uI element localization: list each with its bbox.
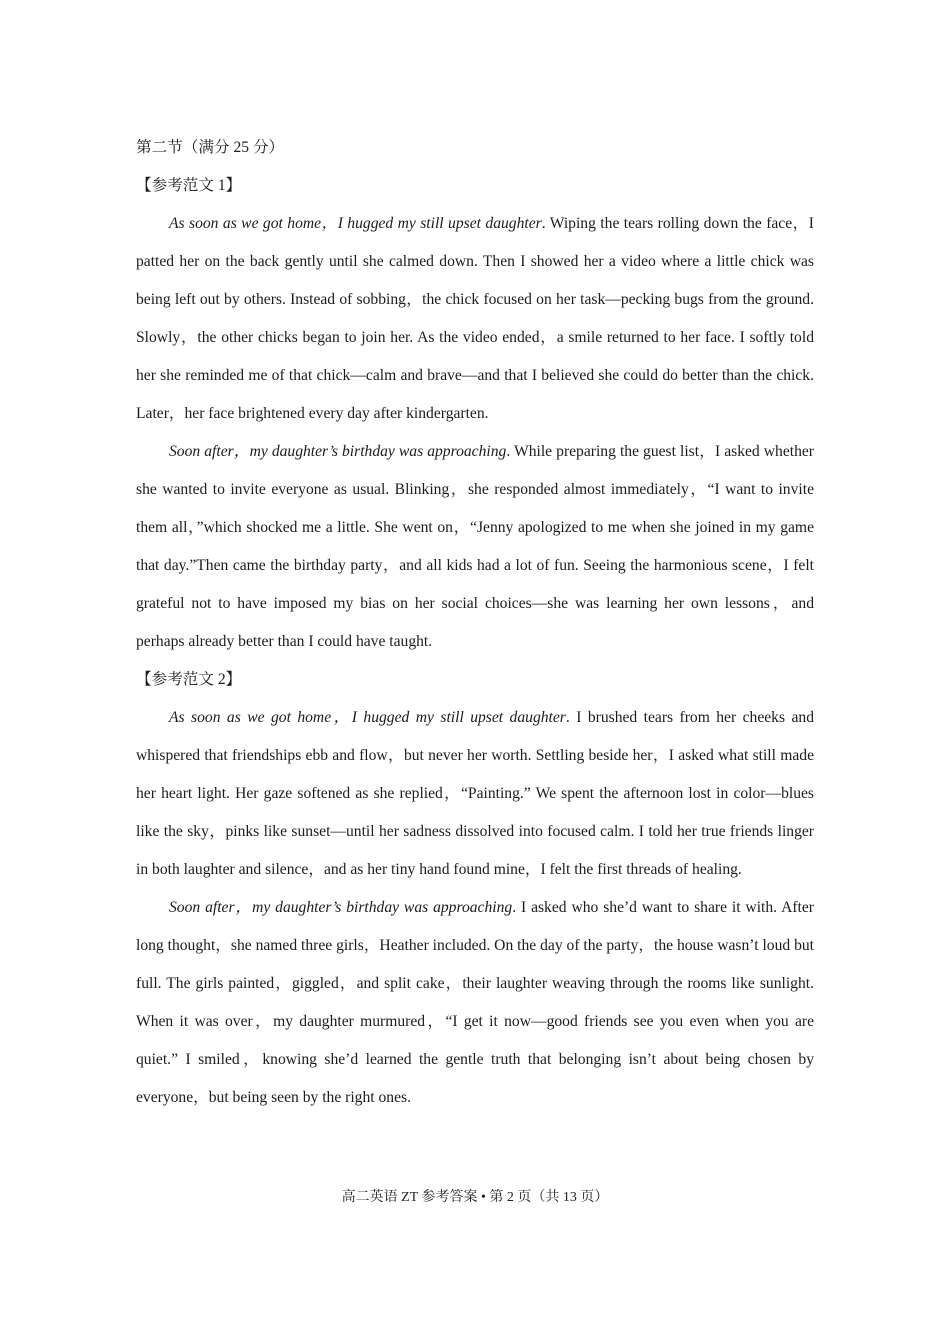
essay-paragraph: [136, 433, 814, 661]
sample-essay-1: [136, 167, 814, 661]
paragraph-text: . While preparing the guest list，I asked whether she wanted to invite everyone as usual. Blinking，she responded almost immediately，“I want to invite them all，”which shocked me a little. She went on，“Jenny apologized to me when she joined in my game that day.”Then came the birthday party，and all kids had a lot of fun. Seeing the harmonious scene，I felt grateful not to have imposed my bias on her social choices—she was learning her own lessons，and perhaps already better than I could have taught.: [136, 443, 814, 650]
essay-paragraph: [136, 699, 814, 889]
sample-heading: 【参考范文 2】: [136, 671, 242, 688]
given-opening-sentence: Soon after，my daughter’s birthday was approaching: [169, 443, 507, 460]
given-opening-sentence: Soon after，my daughter’s birthday was approaching: [169, 899, 513, 916]
essay-paragraph: [136, 889, 814, 1117]
section-title: 第二节（满分 25 分）: [136, 139, 285, 156]
sample-heading: 【参考范文 1】: [136, 177, 242, 194]
essay-paragraph: [136, 205, 814, 433]
given-opening-sentence: As soon as we got home，I hugged my still upset daughter: [169, 215, 542, 232]
document-body: [136, 129, 814, 1117]
sample-essay-2: [136, 661, 814, 1117]
page-footer: 高二英语 ZT 参考答案 • 第 2 页（共 13 页）: [341, 1190, 609, 1205]
paragraph-text: . I asked who she’d want to share it with. After long thought，she named three girls，Heather included. On the day of the party，the house wasn’t loud but full. The girls painted，giggled，and split cake，their laughter weaving through the rooms like sunlight. When it was over，my daughter murmured，“I get it now—good friends see you even when you are quiet.” I smiled，knowing she’d learned the gentle truth that belonging isn’t about being chosen by everyone，but being seen by the right ones.: [136, 899, 814, 1106]
paragraph-text: . I brushed tears from her cheeks and whispered that friendships ebb and flow，but never her worth. Settling beside her，I asked what still made her heart light. Her gaze softened as she replied，“Painting.” We spent the afternoon lost in color—blues like the sky，pinks like sunset—until her sadness dissolved into focused calm. I told her true friends linger in both laughter and silence，and as her tiny hand found mine，I felt the first threads of healing.: [136, 709, 814, 878]
given-opening-sentence: As soon as we got home，I hugged my still upset daughter: [169, 709, 566, 726]
paragraph-text: . Wiping the tears rolling down the face，I patted her on the back gently until she calmed down. Then I showed her a video where a little chick was being left out by others. Instead of sobbing，the chick focused on her task—pecking bugs from the ground. Slowly，the other chicks began to join her. As the video ended，a smile returned to her face. I softly told her she reminded me of that chick—calm and brave—and that I believed she could do better than the chick. Later，her face brightened every day after kindergarten.: [136, 215, 814, 422]
